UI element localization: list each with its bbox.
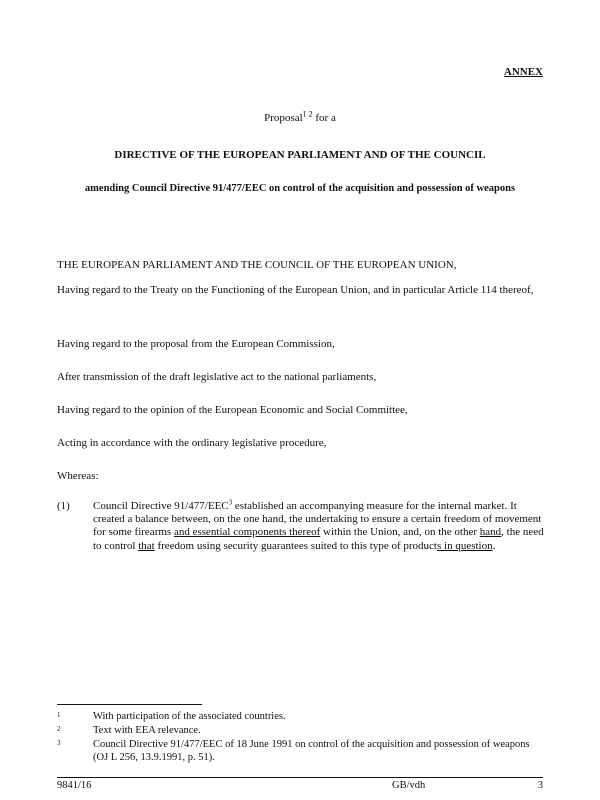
page-number: 3 [537, 780, 543, 791]
recital-procedure: Acting in accordance with the ordinary legislative procedure, [57, 437, 327, 449]
footnote-ref-3[interactable]: 3 [228, 498, 233, 507]
amendment-underline-2: hand [479, 526, 502, 539]
footnote-text: Text with EEA relevance. [93, 725, 201, 736]
amendment-underline-1: and essential components thereof [173, 526, 321, 539]
footnote-text: Council Directive 91/477/EEC of 18 June 1991 on control of the acquisition and possession of weapons (OJ L 256, 13.9.1991, p. 51). [93, 739, 530, 763]
paragraph-text [93, 500, 547, 553]
paragraph-text-c: within the Union, and, on the other [320, 526, 480, 539]
footnote-text: With participation of the associated countries. [93, 711, 286, 722]
footnote-separator [57, 704, 202, 705]
paragraph-text-b: established an accompanying measure for the internal market. It created a balance between, on the one hand, the undertaking to ensure a certain freedom of movement for some firearms [93, 500, 542, 539]
recital-proposal: Having regard to the proposal from the European Commission, [57, 338, 335, 350]
footnote-3 [57, 739, 547, 764]
footnote-number: 3 [57, 739, 61, 747]
footnote-2 [57, 725, 547, 738]
directive-title: DIRECTIVE OF THE EUROPEAN PARLIAMENT AND OF THE COUNCIL [114, 149, 486, 161]
proposal-text: Proposal [264, 112, 303, 124]
footnote-1 [57, 711, 547, 724]
directive-subtitle: amending Council Directive 91/477/EEC on control of the acquisition and possession of weapons [84, 183, 516, 194]
annex-label: ANNEX [503, 66, 543, 78]
recital-treaty: Having regard to the Treaty on the Functioning of the European Union, and in particular Article 114 thereof, [57, 284, 534, 296]
amendment-underline-3: that [138, 539, 155, 552]
paragraph-text-d: , the need to control [93, 526, 544, 552]
paragraph-number: (1) [57, 500, 70, 512]
footnote-number: 1 [57, 711, 61, 719]
document-number: 9841/16 [57, 780, 92, 791]
proposal-footnote-refs[interactable]: 1 2 [302, 109, 313, 119]
proposal-line [0, 109, 600, 124]
recital-transmission: After transmission of the draft legislative act to the national parliaments, [57, 371, 377, 383]
paragraph-text-e: freedom using security guarantees suited to this type of product [154, 539, 437, 552]
proposal-suffix: for a [312, 112, 336, 124]
recital-intro: THE EUROPEAN PARLIAMENT AND THE COUNCIL OF THE EUROPEAN UNION, [57, 259, 457, 271]
recital-opinion: Having regard to the opinion of the European Economic and Social Committee, [57, 404, 408, 416]
paragraph-text-f: . [492, 539, 496, 552]
recital-paragraph-1 [57, 500, 547, 553]
paragraph-text-a: Council Directive 91/477/EEC [93, 500, 229, 512]
amendment-underline-4: s in question [436, 539, 493, 552]
footnote-number: 2 [57, 725, 61, 733]
recital-whereas: Whereas: [57, 470, 99, 482]
author-initials: GB/vdh [392, 780, 426, 791]
footer-separator [57, 777, 543, 778]
